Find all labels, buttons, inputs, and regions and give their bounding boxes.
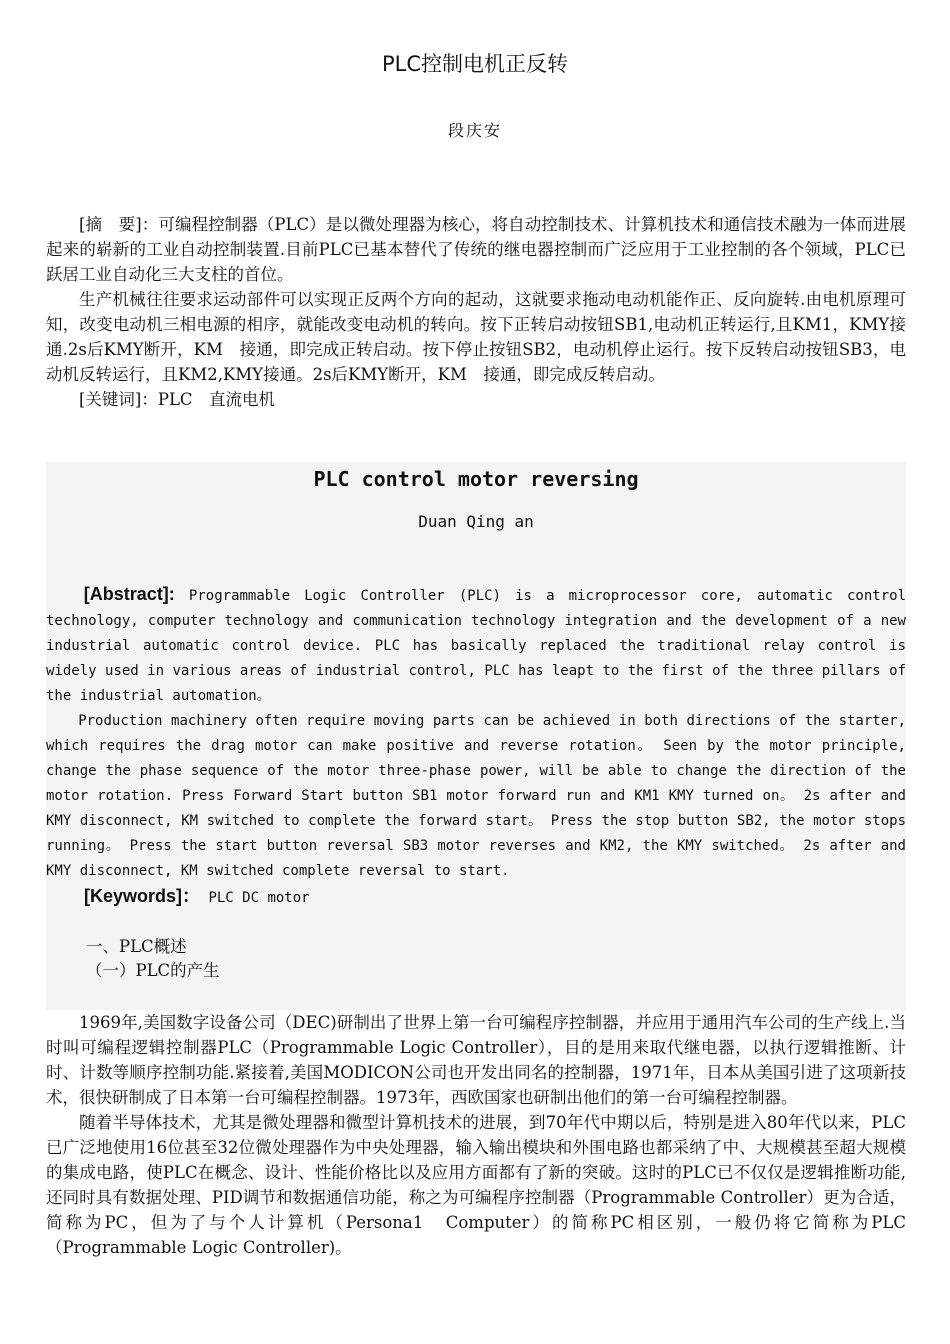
- abstract-label: [摘 要]：: [79, 215, 159, 234]
- english-abstract-body: [46, 582, 906, 983]
- chinese-body: [46, 1010, 906, 1260]
- keywords-cn: [关键词]：PLC 直流电机: [79, 390, 276, 409]
- chinese-abstract: [46, 212, 906, 412]
- english-abstract-paragraph-2: Production machinery often require moving parts can be achieved in both directions of the starter, which requires the drag motor can make positive and reverse rotation。 Seen by the motor principle, change the phase sequence of the motor three-phase power, will be able to change the direction of the motor rotation. Press Forward Start button SB1 motor forward run and KM1 KMY turned on。 2s after and KMY disconnect, KM switched to complete the forward start。 Press the stop button SB2, the motor stops running。 Press the start button reversal SB3 motor reverses and KM2, the KMY switched。 2s after and KMY disconnect, KM switched complete reversal to start.: [46, 713, 906, 879]
- abstract-text-en: Programmable Logic Controller (PLC) is a microprocessor core, automatic control technology, computer technology and communication technology integration and the development of a new industrial automatic control device. PLC has basically replaced the traditional relay control is widely used in various areas of industrial control, PLC has leapt to the first of the three pillars of the industrial automation。: [46, 588, 906, 704]
- english-keywords: [46, 884, 906, 911]
- english-title: PLC control motor reversing: [313, 467, 639, 491]
- abstract-paragraph: [46, 212, 906, 287]
- abstract-text: 可编程控制器（PLC）是以微处理器为核心，将自动控制技术、计算机技术和通信技术融为一体而进展起来的崭新的工业自动控制装置.目前PLC已基本替代了传统的继电器控制而广泛应用于工业控制的各个领域，PLC已跃居工业自动化三大支柱的首位。: [46, 215, 906, 284]
- english-author: Duan Qing an: [418, 512, 534, 531]
- keywords-text-en: PLC DC motor: [200, 890, 310, 906]
- body-paragraph: 随着半导体技术，尤其是微处理器和微型计算机技术的进展，到70年代中期以后，特别是进入80年代以来，PLC已广泛地使用16位甚至32位微处理器作为中央处理器，输入输出模块和外围电路也都采纳了中、大规模甚至超大规模的集成电路，使PLC在概念、设计、性能价格比以及应用方面都有了新的突破。这时的PLC已不仅仅是逻辑推断功能,还同时具有数据处理、PID调节和数据通信功能，称之为可编程序控制器（Programmable Controller）更为合适，简称为PC，但为了与个人计算机（Persona1 Computer）的简称PC相区别，一般仍将它简称为PLC（Programmable Logic Controller)。: [46, 1113, 906, 1257]
- english-abstract-paragraph: [46, 582, 906, 709]
- subsection-heading-1-1: （一）PLC的产生: [86, 961, 220, 980]
- keywords-label-en: [Keywords]：: [84, 886, 201, 906]
- author-name: 段庆安: [447, 121, 502, 140]
- page-title: PLC控制电机正反转: [381, 52, 569, 76]
- abstract-label-en: [Abstract]:: [83, 584, 175, 604]
- section-heading-1: 一、PLC概述: [86, 937, 187, 956]
- abstract-paragraph-2: 生产机械往往要求运动部件可以实现正反两个方向的起动，这就要求拖动电动机能作正、反向旋转.由电机原理可知，改变电动机三相电源的相序，就能改变电动机的转向。按下正转启动按钮SB1,电动机正转运行,且KM1，KMY接通.2s后KMY断开，KM 接通，即完成正转启动。按下停止按钮SB2，电动机停止运行。按下反转启动按钮SB3，电动机反转运行，且KM2,KMY接通。2s后KMY断开，KM 接通，即完成反转启动。: [46, 290, 906, 384]
- body-paragraph: 1969年,美国数字设备公司（DEC)研制出了世界上第一台可编程序控制器，并应用于通用汽车公司的生产线上.当时叫可编程逻辑控制器PLC（Programmable Logic Controller），目的是用来取代继电器，以执行逻辑推断、计时、计数等顺序控制功能.紧接着,美国MODICON公司也开发出同名的控制器，1971年，日本从美国引进了这项新技术，很快研制成了日本第一台可编程控制器。1973年，西欧国家也研制出他们的第一台可编程控制器。: [46, 1013, 906, 1107]
- english-abstract-block: [46, 462, 906, 1010]
